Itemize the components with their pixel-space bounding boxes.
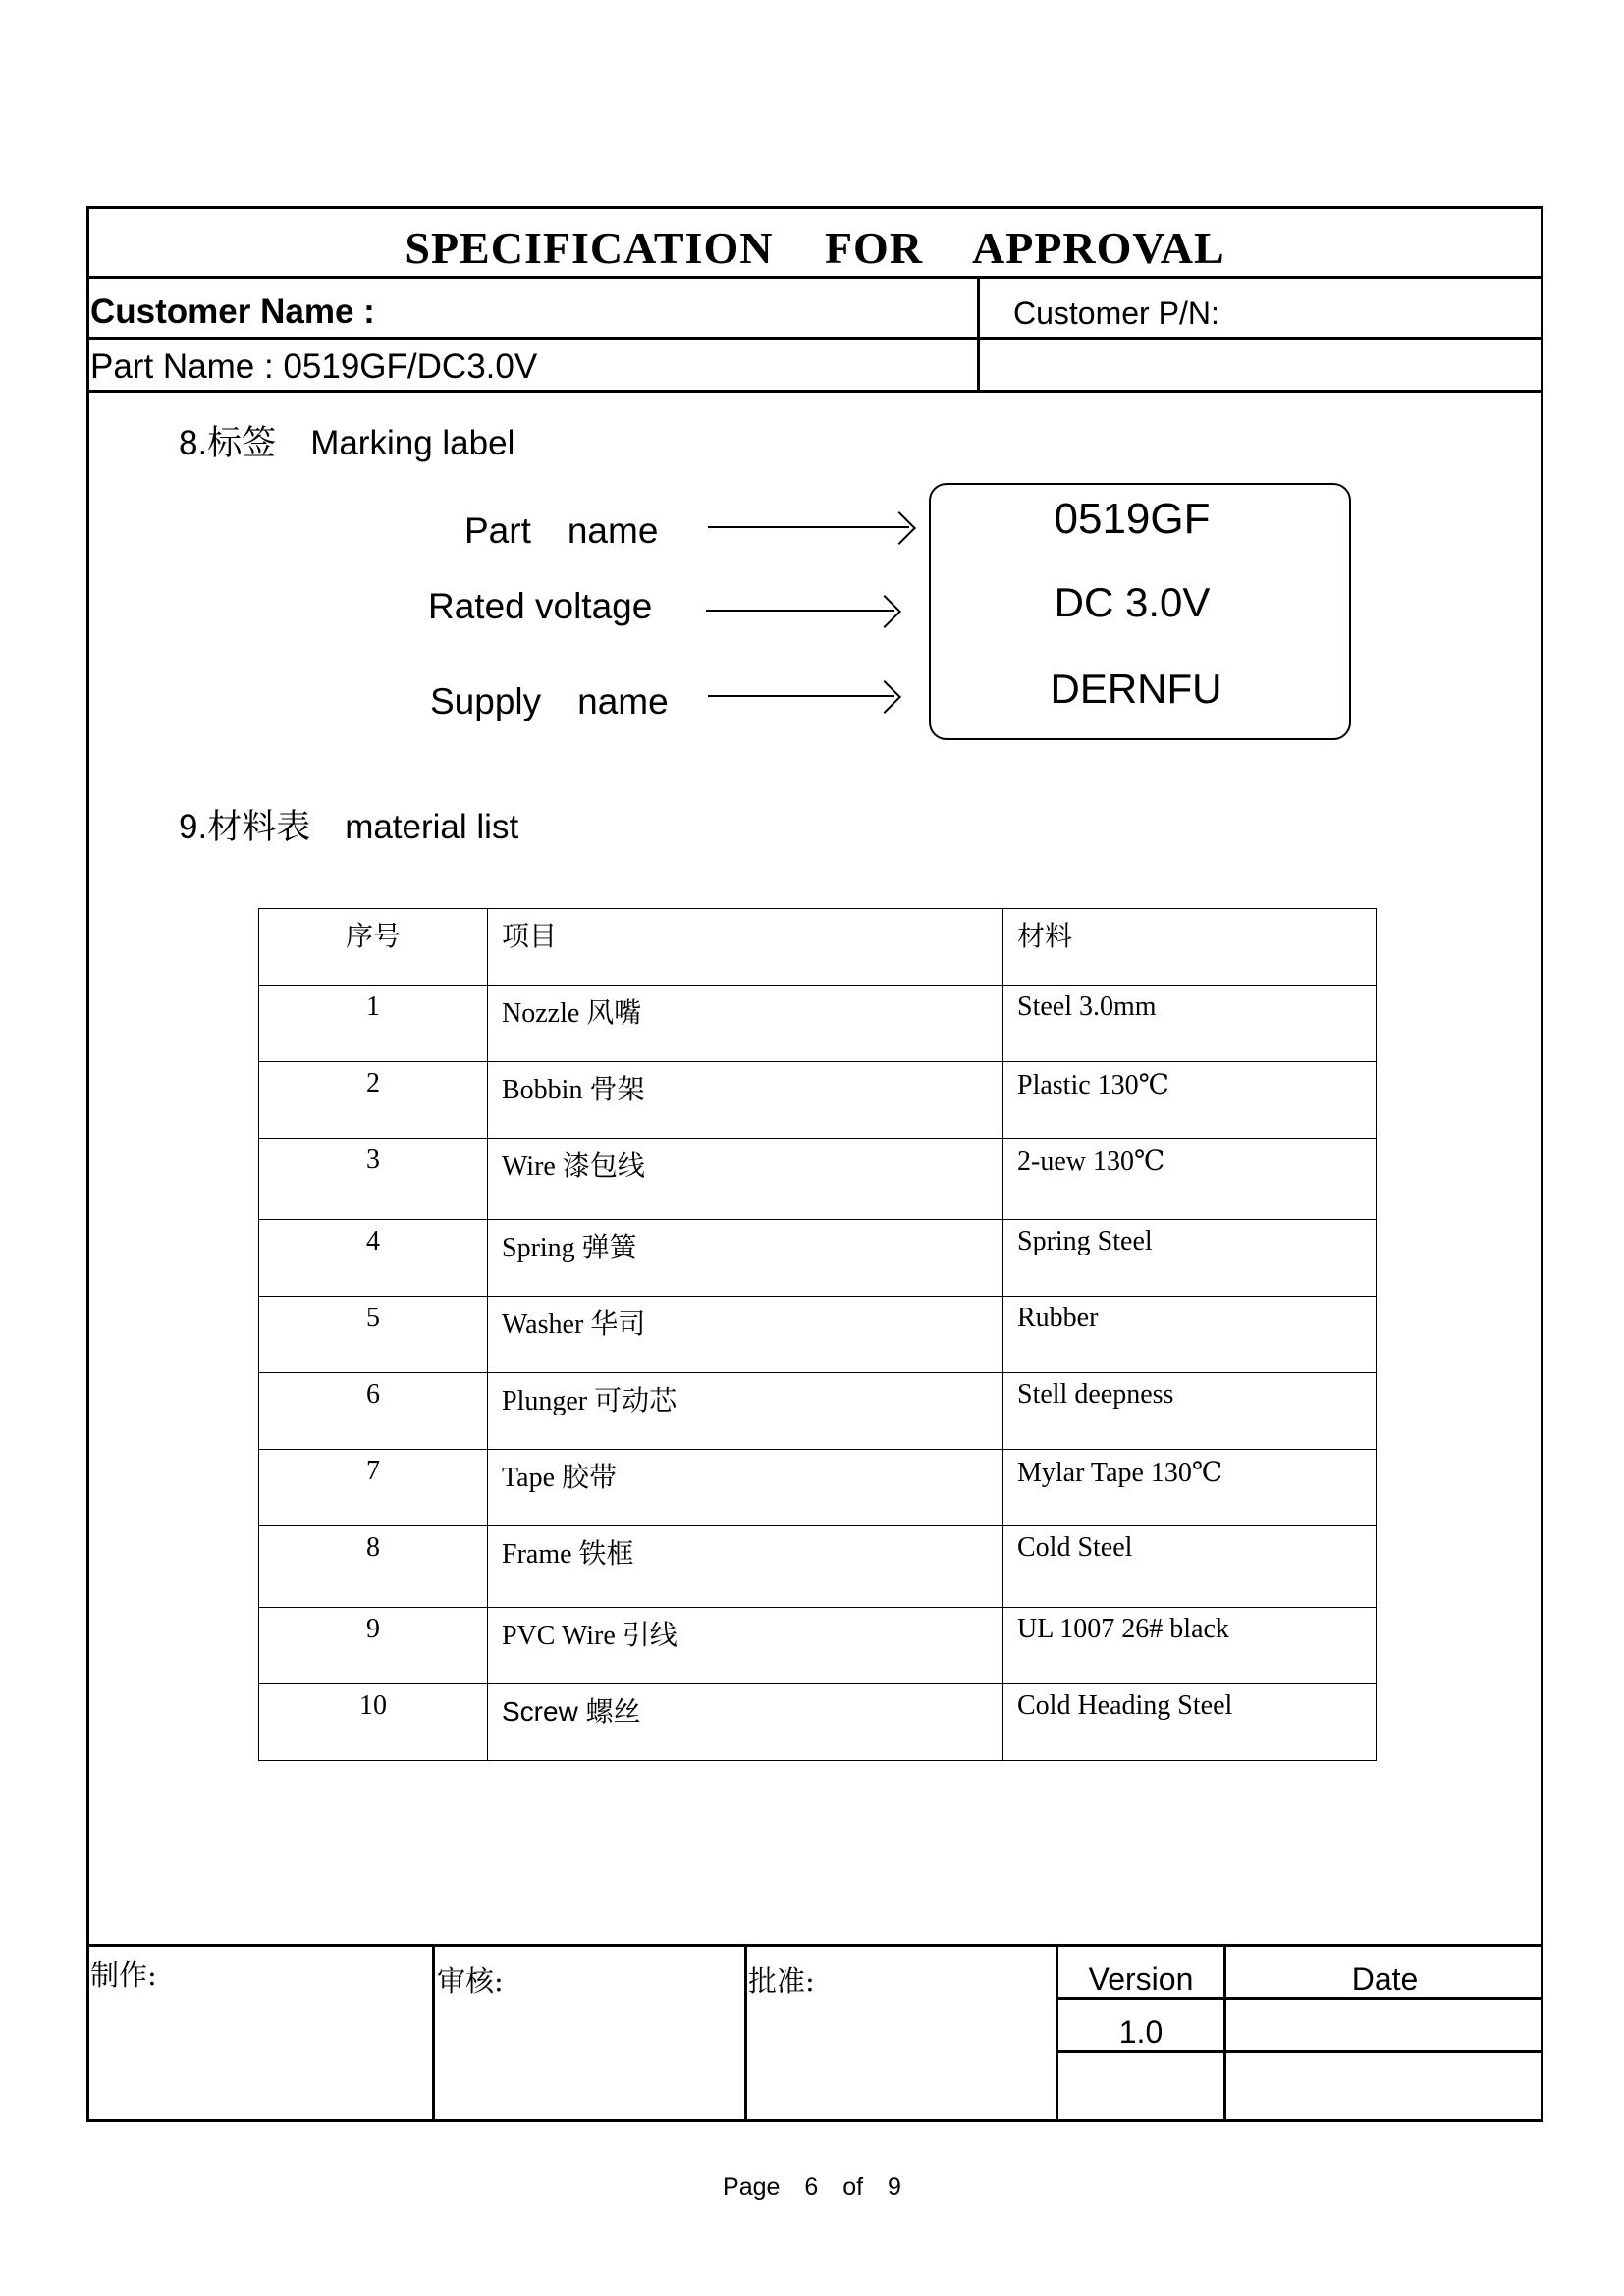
row-item-text: Screw 螺丝 (502, 1696, 641, 1727)
row-no: 10 (259, 1684, 488, 1761)
row-no: 3 (259, 1139, 488, 1220)
row-material: Mylar Tape 130℃ (1003, 1450, 1377, 1526)
table-row (259, 1450, 1377, 1526)
table-header-row (259, 909, 1377, 986)
table-row (259, 1373, 1377, 1450)
document-title: SPECIFICATION FOR APPROVAL (405, 223, 1225, 273)
col-header-item: 项目 (488, 909, 1003, 986)
col-header-no: 序号 (259, 909, 488, 986)
approved-by-label: 批准: (748, 1964, 815, 1998)
row-no: 2 (259, 1062, 488, 1139)
label-supply-name: Supply name (430, 681, 669, 721)
row-item: Washer 华司 (488, 1297, 1003, 1373)
row-material: Cold Heading Steel (1003, 1684, 1377, 1761)
row-no: 7 (259, 1450, 488, 1526)
row-item: Tape 胶带 (488, 1450, 1003, 1526)
table-row (259, 1526, 1377, 1608)
arrow (708, 526, 909, 528)
table-row (259, 1062, 1377, 1139)
row-material: 2-uew 130℃ (1003, 1139, 1377, 1220)
row-material: Spring Steel (1003, 1220, 1377, 1297)
marking-label-box (929, 483, 1351, 740)
row-material: UL 1007 26# black (1003, 1608, 1377, 1684)
row-material: Cold Steel (1003, 1526, 1377, 1608)
material-table (258, 908, 1377, 1761)
customer-pn-label: Customer P/N: (1013, 295, 1219, 331)
row-item (488, 1684, 1003, 1761)
row-material: Rubber (1003, 1297, 1377, 1373)
row-item: Frame 铁框 (488, 1526, 1003, 1608)
version-value: 1.0 (1118, 2014, 1164, 2050)
row-material: Steel 3.0mm (1003, 986, 1377, 1062)
label-value-part: 0519GF (1054, 495, 1211, 543)
page-number: Page 6 of 9 (723, 2173, 901, 2201)
material-list-heading: 9.材料表 material list (179, 808, 519, 846)
divider (86, 276, 1543, 279)
divider (86, 390, 1543, 393)
row-item: Plunger 可动芯 (488, 1373, 1003, 1450)
row-no: 1 (259, 986, 488, 1062)
table-row (259, 1139, 1377, 1220)
arrow (706, 610, 894, 612)
row-item: Bobbin 骨架 (488, 1062, 1003, 1139)
row-no: 4 (259, 1220, 488, 1297)
row-material: Stell deepness (1003, 1373, 1377, 1450)
marking-label-heading: 8.标签 Marking label (179, 424, 515, 462)
label-value-voltage: DC 3.0V (1054, 579, 1211, 625)
made-by-label: 制作: (90, 1958, 157, 1992)
label-value-supplier: DERNFU (1050, 666, 1222, 712)
row-no: 5 (259, 1297, 488, 1373)
part-name: Part Name : 0519GF/DC3.0V (90, 347, 538, 386)
version-label: Version (1088, 1961, 1194, 1997)
row-item: Spring 弹簧 (488, 1220, 1003, 1297)
table-row (259, 986, 1377, 1062)
row-no: 8 (259, 1526, 488, 1608)
divider (432, 1944, 435, 2122)
table-row (259, 1220, 1377, 1297)
row-no: 6 (259, 1373, 488, 1450)
row-material: Plastic 130℃ (1003, 1062, 1377, 1139)
table-row (259, 1608, 1377, 1684)
table-row (259, 1684, 1377, 1761)
row-item: Nozzle 风嘴 (488, 986, 1003, 1062)
label-rated-voltage: Rated voltage (428, 586, 653, 626)
date-label: Date (1351, 1961, 1419, 1997)
divider (86, 337, 1543, 340)
arrow (708, 695, 894, 697)
table-row (259, 1297, 1377, 1373)
row-item: Wire 漆包线 (488, 1139, 1003, 1220)
reviewed-by-label: 审核: (437, 1964, 504, 1998)
divider (744, 1944, 747, 2122)
customer-name-label: Customer Name : (90, 293, 375, 331)
divider (86, 1944, 1543, 1947)
label-part-name: Part name (464, 510, 659, 551)
row-item: PVC Wire 引线 (488, 1608, 1003, 1684)
col-header-material: 材料 (1003, 909, 1377, 986)
row-no: 9 (259, 1608, 488, 1684)
divider (977, 276, 980, 391)
